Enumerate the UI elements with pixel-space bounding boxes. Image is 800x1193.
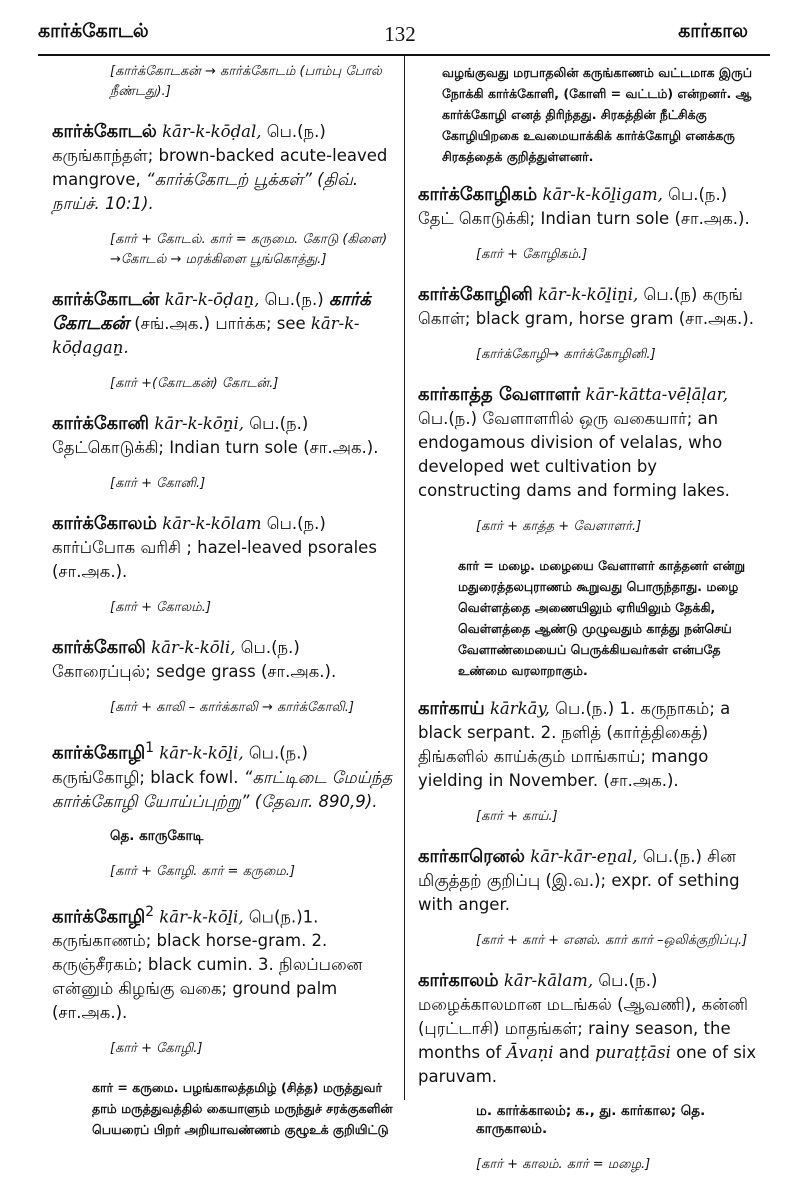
definition: பெ.(ந.) கருங்காந்தள்; brown-backed acute-leaved mangrove, (52, 122, 388, 189)
transliteration: kār-k-kōḻigam, (542, 185, 663, 204)
definition: பெ(ந.)1. கருங்காணம்; black horse-gram. 2. கருஞ்சீரகம்; black cumin. 3. நிலப்பனை என்னும் கிழங்கு வகை; ground palm (சா.அக.). (52, 907, 363, 1022)
dictionary-entry (52, 412, 398, 460)
headword: கார்க்கோழினி (418, 284, 533, 305)
derivation: [கார் + காய்.] (476, 809, 558, 824)
headword: கார்க்கோழி (52, 906, 146, 927)
dictionary-entry (52, 512, 398, 584)
definition: பெ.(ந.) தேட் கொடுக்கி; Indian turn sole (சா.அக.). (418, 185, 750, 228)
headword: கார்காலம் (418, 970, 499, 991)
definition: பெ.(ந.) கோரைப்புல்; sedge grass (சா.அக.). (52, 638, 337, 681)
dictionary-entry (418, 283, 762, 331)
cross-reference-headword: கார்க் கோடகன் (52, 289, 371, 334)
column-divider (404, 56, 405, 1100)
derivation: [கார் + கோழி.] (110, 1041, 203, 1056)
guide-word-right: கார்கால (678, 20, 748, 42)
derivation: [கார் + கோலம்.] (110, 600, 211, 615)
derivation: [கார் + காலி – கார்க்காலி → கார்க்கோலி.] (110, 700, 354, 715)
cross-reference-transliteration: kār-k-kōḍagaṉ. (52, 314, 360, 357)
headword: கார்க்கோழிகம் (418, 184, 538, 205)
transliteration: kār-kālam, (503, 971, 594, 990)
transliteration: kār-k-kōlam (162, 514, 262, 533)
transliteration: kār-k-kōḻi, (159, 907, 244, 926)
left-column (52, 62, 398, 1156)
explanatory-note: கார் = கருமை. பழங்காலத்தமிழ் (சித்த) மருத்துவர் தாம் மருத்துவத்தில் கையாளும் மருந்துச் சரக்குகளின் பெயரைப் பிறர் அறியாவண்ணம் குழூஉக் குறியிட்டு (92, 1080, 393, 1137)
derivation: [கார்க்கோழி→ கார்க்கோழினி.] (476, 347, 656, 362)
definition: (சங்.அக.) பார்க்க; see (134, 314, 306, 333)
definition: பெ.(ந.) மழைக்காலமான மடங்கல் (ஆவணி), கன்னி (புரட்டாசி) மாதங்கள்; rainy season, the months of (418, 971, 748, 1062)
transliteration: Āvaṇi (506, 1043, 554, 1062)
headword: கார்காத்த வேளாளர் (418, 384, 581, 405)
headword: கார்க்கோடல் (52, 121, 157, 142)
headword: கார்க்கோலம் (52, 513, 157, 534)
transliteration: kārkāy, (489, 699, 550, 718)
transliteration: kār-k-ōḍaṉ, (164, 290, 260, 309)
cognates: தெ. காருகோடி (110, 827, 204, 844)
derivation: [கார் + கோழிகம்.] (476, 247, 588, 262)
dictionary-entry (52, 900, 398, 1026)
definition: பெ.(ந.) (264, 290, 324, 309)
dictionary-entry (52, 288, 398, 360)
definition: பெ.(ந.) கார்ப்போக வரிசி ; hazel-leaved psorales (சா.அக.). (52, 514, 377, 581)
transliteration: kār-k-kōli, (151, 638, 236, 657)
explanatory-note: வழங்குவது மரபாதலின் கருங்காணம் வட்டமாக இருப் நோக்கி கார்க்கோளி, (கோளி = வட்டம்) என்றனர். ஆ கார்க்கோழி எனத் திரிந்தது. சிரகத்தின் நீட்சிக்கு கோழியிறகை உவமையாக்கிக் கார்க்கோழி எனக்கரு சிரகத்தைக் குறித்துள்ளனர். (442, 65, 753, 164)
dictionary-entry (52, 636, 398, 684)
definition: பெ.(ந.) வேளாளரில் ஒரு வகையார்; an endogamous division of velalas, who developed wet cultivation by constructing dams and forming lakes. (418, 409, 730, 500)
definition: பெ.(ந.) தேட்கொடுக்கி; Indian turn sole (சா.அக.). (52, 414, 379, 457)
derivation: [கார்க்கோடகன் → கார்க்கோடம் (பாம்பு போல் நீண்டது).] (110, 64, 382, 99)
headword: கார்க்கோழி (52, 742, 146, 764)
headword: கார்க்கோலி (52, 637, 146, 658)
derivation: [கார் + கார் + எனல். கார் கார் –ஒலிக்குறிப்பு.] (476, 933, 748, 948)
derivation: [கார் + கோனி.] (110, 476, 206, 491)
derivation: [கார் + காத்த + வேளாளர்.] (476, 519, 642, 534)
cognates: ம. கார்க்காலம்; க., து. கார்கால; தெ. காருகாலம். (476, 1103, 706, 1137)
transliteration: puraṭṭāsi (595, 1043, 671, 1062)
transliteration: kār-k-kōṉi, (154, 414, 244, 433)
dictionary-entry (418, 697, 762, 793)
headword: கார்காரெனல் (418, 846, 525, 867)
headword: கார்க்கோடன் (52, 289, 160, 310)
dictionary-entry (418, 383, 762, 503)
dictionary-entry (52, 120, 398, 216)
definition: பெ.(ந) கருங் கொள்; black gram, horse gram (சா.அக.). (418, 285, 754, 328)
transliteration: kār-k-kōḻiṉi, (538, 285, 639, 304)
headword: கார்க்கோனி (52, 413, 150, 434)
transliteration: kār-kātta-vēḷāḷar, (585, 385, 728, 404)
transliteration: kār-kār-eṉal, (530, 847, 638, 866)
definition: பெ.(ந.) சின மிகுத்தற் குறிப்பு (இ.வ.); expr. of sething with anger. (418, 847, 740, 914)
derivation: [கார் + காலம். கார் = மழை.] (476, 1157, 651, 1172)
derivation: [கார் + கோடல். கார் = கருமை. கோடு (கிளை) →கோடல் → மரக்கிளை பூங்கொத்து.] (110, 232, 388, 267)
guide-word-left: கார்க்கோடல் (38, 20, 149, 42)
dictionary-entry (418, 969, 762, 1089)
homograph-number: 2 (145, 903, 155, 920)
definition: one of six paruvam. (418, 1043, 757, 1086)
right-column (418, 62, 762, 1193)
derivation: [கார் +(கோடகன்) கோடன்.] (110, 376, 279, 391)
dictionary-entry (52, 736, 398, 814)
citation: “கார்க்கோடற் பூக்கள்” (திவ். நாய்ச். 10:1). (52, 170, 359, 213)
page-header (0, 0, 800, 54)
homograph-number: 1 (145, 740, 155, 756)
transliteration: kār-k-kōḻi, (159, 743, 244, 763)
transliteration: kār-k-kōḍal, (162, 122, 262, 141)
dictionary-entry (418, 183, 762, 231)
derivation: [கார் + கோழி. கார் = கருமை.] (110, 863, 295, 879)
headword: கார்காய் (418, 698, 485, 719)
definition: பெ.(ந.) 1. கருநாகம்; a black serpant. 2. நளித் (கார்த்திகைத்) திங்களில் காய்க்கும் மாங்காய்; mango yielding in November. (சா.அக.). (418, 699, 731, 790)
conjunction: and (558, 1043, 590, 1062)
citation: “காட்டிடை மேய்ந்த கார்க்கோழி யோய்ப்புற்று” (தேவா. 890,9). (52, 767, 393, 811)
page-number: 132 (384, 22, 416, 46)
definition: பெ.(ந.) கருங்கோழி; black fowl. (52, 743, 308, 787)
dictionary-entry (418, 845, 762, 917)
explanatory-note: கார் = மழை. மழையை வேளாளர் காத்தனர் என்று மதுரைத்தலபுராணம் கூறுவது பொருந்தாது. மழை வெள்ளத்தை அணையிலும் ஏரியிலும் தேக்கி, வெள்ளத்தை ஆண்டு முழுவதும் காத்து நன்செய் வேளாண்மையைப் பெருக்கியவர்கள் என்பதே உண்மை வரலாறாகும். (458, 558, 746, 678)
